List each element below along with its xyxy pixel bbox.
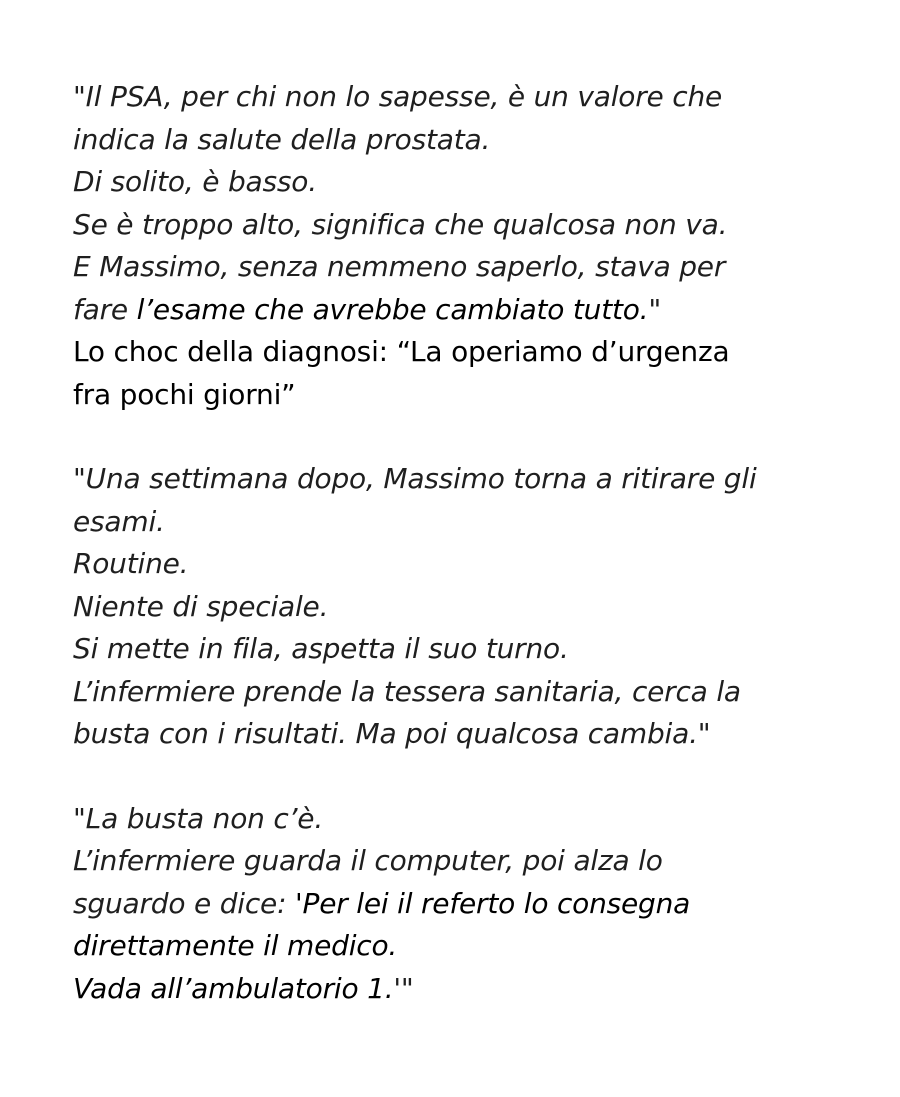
paragraph-spacer xyxy=(73,756,863,798)
paragraph-line: L’infermiere prende la tessera sanitaria, cerca la xyxy=(73,674,741,708)
paragraph-line: Routine. xyxy=(73,547,189,580)
emphasized-line: direttamente il medico. xyxy=(73,929,398,962)
text-run: '" xyxy=(393,971,414,1005)
heading-line: fra pochi giorni” xyxy=(73,377,296,411)
paragraph-3 xyxy=(73,798,863,1011)
paragraph-line: esami. xyxy=(73,504,165,538)
heading-line: Lo choc della diagnosi: “La operiamo d’urgenza xyxy=(73,335,730,368)
paragraph-spacer xyxy=(73,416,863,458)
paragraph-line: indica la salute della prostata. xyxy=(73,122,491,156)
text-run: " xyxy=(648,292,662,326)
text-run: sguardo e dice: xyxy=(73,886,296,920)
emphasized-text: 'Per lei il referto lo consegna xyxy=(295,886,691,920)
emphasized-text: Vada all’ambulatorio 1. xyxy=(73,971,394,1005)
paragraph-line: Di solito, è basso. xyxy=(73,165,317,198)
paragraph-line xyxy=(73,883,863,926)
paragraph-1 xyxy=(73,76,863,331)
paragraph-line: "Il PSA, per chi non lo sapesse, è un valore che xyxy=(73,80,723,113)
section-heading xyxy=(73,331,863,416)
paragraph-line: Se è troppo alto, significa che qualcosa non va. xyxy=(73,207,728,241)
article-body xyxy=(73,76,863,1010)
paragraph-line: Niente di speciale. xyxy=(73,589,329,623)
paragraph-line xyxy=(73,968,863,1011)
text-run: fare xyxy=(73,292,137,326)
paragraph-line: "La busta non c’è. xyxy=(73,801,324,835)
paragraph-line: "Una settimana dopo, Massimo torna a ritirare gli xyxy=(73,462,757,495)
paragraph-line: Si mette in fila, aspetta il suo turno. xyxy=(73,632,569,665)
paragraph-line: L’infermiere guarda il computer, poi alza lo xyxy=(73,844,663,877)
paragraph-line: E Massimo, senza nemmeno saperlo, stava per xyxy=(73,250,726,283)
paragraph-line xyxy=(73,289,863,332)
paragraph-2 xyxy=(73,458,863,756)
emphasized-text: l’esame che avrebbe cambiato tutto. xyxy=(136,292,649,326)
paragraph-line: busta con i risultati. Ma poi qualcosa cambia." xyxy=(73,717,711,750)
